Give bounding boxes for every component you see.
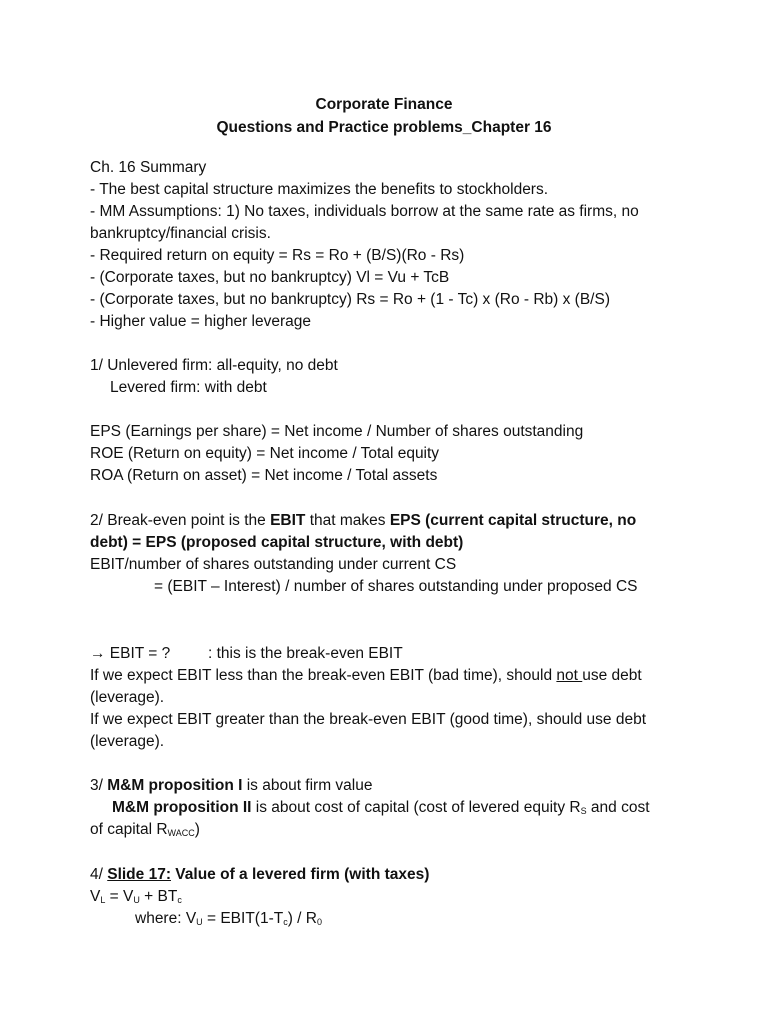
summary-line: - MM Assumptions: 1) No taxes, individuals borrow at the same rate as firms, no [90, 203, 639, 220]
text-run: is about cost of capital (cost of levered equity R [251, 799, 581, 816]
roe-definition: ROE (Return on equity) = Net income / Total equity [90, 445, 440, 462]
summary-line: - Required return on equity = Rs = Ro + (B/S)(Ro - Rs) [90, 247, 465, 264]
subscript: U [196, 917, 203, 927]
subscript: WACC [167, 828, 195, 838]
text-run: If we expect EBIT less than the break-even EBIT (bad time), should [90, 667, 557, 684]
summary-heading: Ch. 16 Summary [90, 159, 207, 176]
mm-proposition-2 [112, 797, 650, 819]
subscript: c [283, 917, 288, 927]
good-time-rule: If we expect EBIT greater than the break-even EBIT (good time), should use debt [90, 711, 647, 728]
subscript: 0 [316, 917, 322, 927]
bold-term: EBIT [270, 512, 306, 529]
section-4-heading [90, 864, 429, 886]
summary-line: - (Corporate taxes, but no bankruptcy) Vl = Vu + TcB [90, 269, 450, 286]
bad-time-rule-cont: (leverage). [90, 689, 165, 706]
levered-definition: Levered firm: with debt [110, 379, 267, 396]
unlevered-definition: 1/ Unlevered firm: all-equity, no debt [90, 357, 338, 374]
summary-line: bankruptcy/financial crisis. [90, 225, 271, 242]
breakeven-definition [90, 510, 636, 532]
unlevered-value-formula [135, 908, 322, 930]
text-run: 4/ [90, 866, 108, 883]
eps-definition: EPS (Earnings per share) = Net income / Number of shares outstanding [90, 423, 584, 440]
text-run: and cost [586, 799, 650, 816]
document-title: Corporate Finance [315, 96, 453, 113]
roa-definition: ROA (Return on asset) = Net income / Total assets [90, 467, 438, 484]
text-run: = V [105, 888, 134, 905]
text-run: is about firm value [242, 777, 373, 794]
subscript: c [177, 895, 182, 905]
good-time-rule-cont: (leverage). [90, 733, 165, 750]
subscript: L [100, 895, 106, 905]
bad-time-rule [90, 665, 642, 687]
ebit-note: : this is the break-even EBIT [208, 645, 403, 662]
text-run: + BT [139, 888, 178, 905]
eps-equation-right: = (EBIT – Interest) / number of shares outstanding under proposed CS [154, 578, 638, 595]
subscript: S [580, 806, 587, 816]
text-run: 2/ Break-even point is the [90, 512, 271, 529]
text-run: 3/ [90, 777, 108, 794]
text-run: use debt [582, 667, 642, 684]
text-run: = EBIT(1-T [202, 910, 284, 927]
slide-reference: Slide 17: [107, 866, 171, 883]
breakeven-ebit-line [90, 643, 403, 665]
text-run: ) / R [287, 910, 317, 927]
mm-proposition-1 [90, 775, 373, 797]
eps-equation-left: EBIT/number of shares outstanding under current CS [90, 556, 457, 573]
ebit-question: → EBIT = ? [90, 645, 171, 662]
underlined-word: not [556, 667, 583, 684]
levered-value-formula [90, 886, 182, 908]
text-run: where: V [135, 910, 197, 927]
bold-term: M&M proposition I [107, 777, 243, 794]
summary-line: - The best capital structure maximizes the benefits to stockholders. [90, 181, 549, 198]
text-run: V [90, 888, 101, 905]
text-run: ) [194, 821, 200, 838]
summary-line: - Higher value = higher leverage [90, 313, 312, 330]
bold-term: M&M proposition II [112, 799, 252, 816]
text-run: of capital R [90, 821, 168, 838]
bold-term: EPS (current capital structure, no [389, 512, 637, 529]
subscript: U [133, 895, 140, 905]
text-run: that makes [305, 512, 390, 529]
bold-term: Value of a levered firm (with taxes) [170, 866, 430, 883]
breakeven-definition-cont: debt) = EPS (proposed capital structure, with debt) [90, 534, 464, 551]
summary-line: - (Corporate taxes, but no bankruptcy) Rs = Ro + (1 - Tc) x (Ro - Rb) x (B/S) [90, 291, 610, 308]
document-subtitle: Questions and Practice problems_Chapter 16 [216, 119, 552, 136]
mm-proposition-2-cont [90, 819, 200, 841]
